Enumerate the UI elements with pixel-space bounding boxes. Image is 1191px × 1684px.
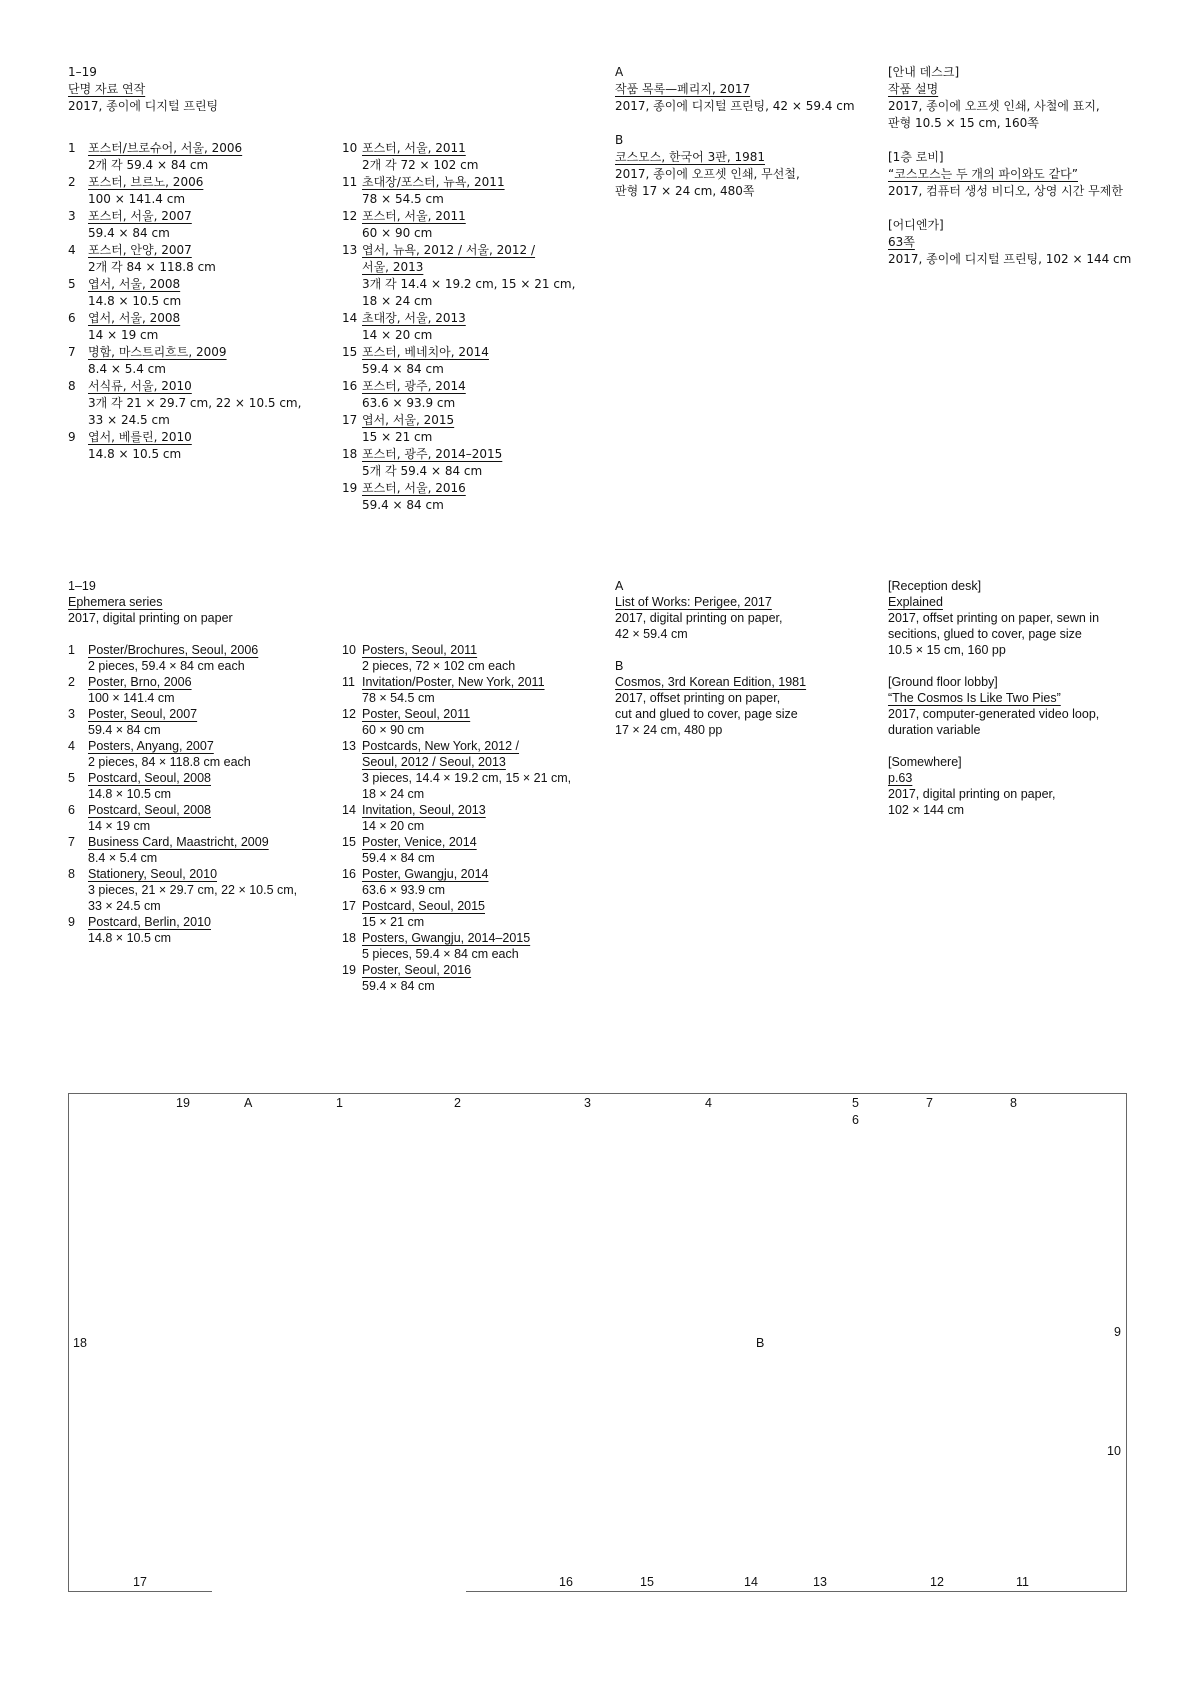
item-title: Postcard, Seoul, 2008 [88, 803, 211, 817]
ko-desk-title: 작품 설명 [888, 82, 939, 96]
item-desc: 14 × 20 cm [362, 819, 425, 833]
list-item [342, 208, 612, 242]
en-desk-desc: secitions, glued to cover, page size [888, 627, 1082, 641]
item-desc: 78 × 54.5 cm [362, 691, 435, 705]
en-work-b-desc: cut and glued to cover, page size [615, 707, 798, 721]
item-desc: 15 × 21 cm [362, 430, 433, 444]
en-work-b-label: B [615, 659, 624, 673]
floor-plan-bottom-wall-left [68, 1591, 212, 1592]
item-number: 10 [342, 141, 358, 155]
item-desc: 3 pieces, 21 × 29.7 cm, 22 × 10.5 cm, [88, 883, 298, 897]
item-title: Posters, Anyang, 2007 [88, 739, 214, 753]
list-item [342, 706, 612, 738]
ko-desk-desc: 2017, 종이에 오프셋 인쇄, 사철에 표지, [888, 99, 1100, 113]
ko-work-b-desc: 판형 17 × 24 cm, 480쪽 [615, 184, 755, 198]
item-title: Poster, Venice, 2014 [362, 835, 477, 849]
item-title: 포스터, 베네치아, 2014 [362, 345, 489, 359]
ko-work-a-label: A [615, 65, 624, 79]
item-desc: 18 × 24 cm [362, 294, 433, 308]
item-desc: 14 × 20 cm [362, 328, 433, 342]
item-number: 7 [68, 835, 75, 849]
en-somewhere-desc: 102 × 144 cm [888, 803, 965, 817]
item-number: 13 [342, 243, 358, 257]
item-number: 11 [342, 175, 358, 189]
item-desc: 8.4 × 5.4 cm [88, 362, 166, 376]
item-number: 17 [342, 413, 358, 427]
item-title: Poster, Gwangju, 2014 [362, 867, 489, 881]
item-title: Postcard, Berlin, 2010 [88, 915, 211, 929]
en-desk-title: Explained [888, 595, 943, 609]
item-title: 포스터, 브르노, 2006 [88, 175, 204, 189]
en-somewhere-desc: 2017, digital printing on paper, [888, 787, 1056, 801]
list-item [68, 770, 358, 802]
item-number: 10 [342, 643, 356, 657]
item-title: 엽서, 서울, 2008 [88, 277, 181, 291]
list-item [342, 930, 612, 962]
floor-plan-bottom-wall-right [466, 1591, 1127, 1592]
item-number: 14 [342, 311, 358, 325]
ko-lobby-title: “코스모스는 두 개의 파이와도 같다” [888, 167, 1078, 181]
item-number: 18 [342, 931, 356, 945]
en-series-header [68, 578, 233, 626]
item-title: Poster, Brno, 2006 [88, 675, 192, 689]
en-list-left [68, 642, 358, 946]
item-number: 2 [68, 675, 75, 689]
item-desc: 2개 각 84 × 118.8 cm [88, 260, 216, 274]
item-number: 4 [68, 243, 76, 257]
list-item [342, 738, 612, 802]
list-item [342, 140, 612, 174]
item-title: Poster/Brochures, Seoul, 2006 [88, 643, 259, 657]
item-desc: 59.4 × 84 cm [362, 979, 435, 993]
item-number: 19 [342, 963, 356, 977]
item-title: Seoul, 2012 / Seoul, 2013 [362, 755, 506, 769]
list-item [342, 378, 612, 412]
item-title: 명함, 마스트리흐트, 2009 [88, 345, 227, 359]
item-desc: 3개 각 14.4 × 19.2 cm, 15 × 21 cm, [362, 277, 576, 291]
item-title: 초대장/포스터, 뉴욕, 2011 [362, 175, 505, 189]
ko-list-right [342, 140, 612, 514]
ko-series-range: 1–19 [68, 65, 97, 79]
list-item [342, 674, 612, 706]
list-item [68, 344, 368, 378]
item-number: 3 [68, 707, 75, 721]
list-item [342, 642, 612, 674]
item-title: Business Card, Maastricht, 2009 [88, 835, 269, 849]
item-number: 8 [68, 867, 75, 881]
item-number: 13 [342, 739, 356, 753]
en-works [615, 578, 806, 738]
list-item [68, 738, 358, 770]
item-desc: 2 pieces, 84 × 118.8 cm each [88, 755, 251, 769]
item-number: 1 [68, 141, 76, 155]
item-title: 서울, 2013 [362, 260, 424, 274]
en-desk-desc: 10.5 × 15 cm, 160 pp [888, 643, 1006, 657]
ko-somewhere-title: 63쪽 [888, 235, 915, 249]
item-title: Posters, Seoul, 2011 [362, 643, 478, 657]
plan-label-2: 2 [454, 1096, 461, 1110]
item-desc: 2개 각 72 × 102 cm [362, 158, 479, 172]
en-desk-label: [Reception desk] [888, 579, 982, 593]
ko-work-a-title: 작품 목록—페리지, 2017 [615, 82, 751, 96]
plan-label-b: B [756, 1336, 765, 1350]
item-title: 서식류, 서울, 2010 [88, 379, 192, 393]
list-item [68, 276, 368, 310]
floor-plan [68, 1093, 1127, 1591]
item-desc: 63.6 × 93.9 cm [362, 883, 446, 897]
item-title: 포스터, 서울, 2011 [362, 141, 466, 155]
en-lobby-desc: 2017, computer-generated video loop, [888, 707, 1100, 721]
item-desc: 8.4 × 5.4 cm [88, 851, 158, 865]
item-title: Poster, Seoul, 2011 [362, 707, 471, 721]
list-item [342, 242, 612, 310]
item-number: 15 [342, 345, 358, 359]
ko-somewhere-desc: 2017, 종이에 디지털 프린팅, 102 × 144 cm [888, 252, 1132, 266]
plan-label-1: 1 [336, 1096, 343, 1110]
item-number: 6 [68, 803, 75, 817]
item-desc: 59.4 × 84 cm [88, 226, 170, 240]
en-somewhere-label: [Somewhere] [888, 755, 962, 769]
en-lobby-title: “The Cosmos Is Like Two Pies” [888, 691, 1061, 705]
list-item [68, 208, 368, 242]
ko-work-b-label: B [615, 133, 624, 147]
plan-label-4: 4 [705, 1096, 712, 1110]
item-desc: 33 × 24.5 cm [88, 899, 161, 913]
item-number: 14 [342, 803, 356, 817]
item-number: 16 [342, 379, 358, 393]
item-number: 11 [342, 675, 355, 689]
item-title: 엽서, 베를린, 2010 [88, 430, 192, 444]
plan-label-12: 12 [930, 1575, 944, 1589]
item-title: Poster, Seoul, 2016 [362, 963, 472, 977]
plan-label-13: 13 [813, 1575, 827, 1589]
item-number: 5 [68, 277, 76, 291]
item-desc: 3 pieces, 14.4 × 19.2 cm, 15 × 21 cm, [362, 771, 572, 785]
item-title: 엽서, 서울, 2008 [88, 311, 181, 325]
ko-list-left [68, 140, 368, 463]
item-title: 포스터, 광주, 2014 [362, 379, 466, 393]
en-work-b-desc: 17 × 24 cm, 480 pp [615, 723, 723, 737]
ko-lobby-desc: 2017, 컴퓨터 생성 비디오, 상영 시간 무제한 [888, 184, 1123, 198]
item-number: 9 [68, 915, 75, 929]
item-title: Postcards, New York, 2012 / [362, 739, 520, 753]
item-desc: 59.4 × 84 cm [362, 362, 444, 376]
list-item [68, 642, 358, 674]
plan-label-19: 19 [176, 1096, 190, 1110]
item-title: 포스터, 안양, 2007 [88, 243, 192, 257]
ko-desk-label: [안내 데스크] [888, 65, 960, 79]
plan-label-16: 16 [559, 1575, 573, 1589]
plan-label-10: 10 [1107, 1444, 1121, 1458]
ko-works [615, 64, 855, 200]
item-desc: 14.8 × 10.5 cm [88, 447, 182, 461]
plan-label-3: 3 [584, 1096, 591, 1110]
plan-label-11: 11 [1016, 1575, 1029, 1589]
item-number: 12 [342, 209, 358, 223]
plan-label-8: 8 [1010, 1096, 1017, 1110]
item-title: Postcard, Seoul, 2008 [88, 771, 211, 785]
item-number: 4 [68, 739, 75, 753]
plan-label-9: 9 [1114, 1325, 1121, 1339]
item-title: 포스터/브로슈어, 서울, 2006 [88, 141, 243, 155]
item-title: Invitation/Poster, New York, 2011 [362, 675, 545, 689]
plan-label-14: 14 [744, 1575, 758, 1589]
en-work-b-title: Cosmos, 3rd Korean Edition, 1981 [615, 675, 807, 689]
ko-series-title: 단명 자료 연작 [68, 82, 146, 96]
item-title: Stationery, Seoul, 2010 [88, 867, 218, 881]
item-title: Posters, Gwangju, 2014–2015 [362, 931, 531, 945]
en-list-right [342, 642, 612, 994]
list-item [342, 310, 612, 344]
list-item [342, 344, 612, 378]
item-number: 8 [68, 379, 76, 393]
list-item [68, 174, 368, 208]
item-desc: 60 × 90 cm [362, 723, 425, 737]
item-desc: 15 × 21 cm [362, 915, 425, 929]
list-item [68, 140, 368, 174]
item-title: Invitation, Seoul, 2013 [362, 803, 486, 817]
ko-lobby-label: [1층 로비] [888, 150, 944, 164]
en-somewhere-title: p.63 [888, 771, 913, 785]
item-number: 2 [68, 175, 76, 189]
ko-extra [888, 64, 1131, 268]
ko-work-a-desc: 2017, 종이에 디지털 프린팅, 42 × 59.4 cm [615, 99, 855, 113]
item-title: 포스터, 서울, 2016 [362, 481, 466, 495]
list-item [68, 429, 368, 463]
en-work-b-desc: 2017, offset printing on paper, [615, 691, 781, 705]
item-desc: 33 × 24.5 cm [88, 413, 170, 427]
item-number: 5 [68, 771, 75, 785]
en-work-a-title: List of Works: Perigee, 2017 [615, 595, 772, 609]
item-number: 6 [68, 311, 76, 325]
item-title: 포스터, 서울, 2011 [362, 209, 466, 223]
plan-label-7: 7 [926, 1096, 933, 1110]
item-desc: 63.6 × 93.9 cm [362, 396, 456, 410]
list-item [342, 834, 612, 866]
item-title: 초대장, 서울, 2013 [362, 311, 466, 325]
en-work-a-desc: 2017, digital printing on paper, [615, 611, 783, 625]
item-title: 포스터, 광주, 2014–2015 [362, 447, 503, 461]
item-title: Postcard, Seoul, 2015 [362, 899, 485, 913]
item-number: 18 [342, 447, 358, 461]
plan-label-a: A [244, 1096, 253, 1110]
en-series-title: Ephemera series [68, 595, 163, 609]
item-number: 19 [342, 481, 358, 495]
list-item [342, 480, 612, 514]
list-item [68, 242, 368, 276]
item-number: 17 [342, 899, 356, 913]
list-item [68, 706, 358, 738]
item-desc: 5개 각 59.4 × 84 cm [362, 464, 483, 478]
list-item [68, 866, 358, 914]
list-item [342, 866, 612, 898]
ko-series-desc: 2017, 종이에 디지털 프린팅 [68, 99, 219, 113]
list-item [68, 378, 368, 429]
item-desc: 59.4 × 84 cm [362, 498, 444, 512]
en-extra [888, 578, 1099, 818]
en-work-a-label: A [615, 579, 624, 593]
item-title: 엽서, 서울, 2015 [362, 413, 455, 427]
item-number: 12 [342, 707, 356, 721]
list-item [342, 412, 612, 446]
ko-desk-desc: 판형 10.5 × 15 cm, 160쪽 [888, 116, 1039, 130]
list-item [68, 674, 358, 706]
plan-label-18: 18 [73, 1336, 87, 1350]
plan-label-17: 17 [133, 1575, 147, 1589]
item-desc: 100 × 141.4 cm [88, 691, 175, 705]
item-number: 16 [342, 867, 356, 881]
ko-series-header [68, 64, 218, 115]
plan-label-6: 6 [852, 1113, 859, 1127]
list-item [68, 802, 358, 834]
list-item [68, 914, 358, 946]
en-series-range: 1–19 [68, 579, 96, 593]
item-desc: 14.8 × 10.5 cm [88, 294, 182, 308]
item-title: 포스터, 서울, 2007 [88, 209, 192, 223]
item-number: 3 [68, 209, 76, 223]
list-item [342, 898, 612, 930]
item-desc: 14 × 19 cm [88, 819, 151, 833]
item-title: 엽서, 뉴욕, 2012 / 서울, 2012 / [362, 243, 536, 257]
list-item [68, 834, 358, 866]
list-item [342, 446, 612, 480]
item-desc: 18 × 24 cm [362, 787, 425, 801]
item-desc: 5 pieces, 59.4 × 84 cm each [362, 947, 519, 961]
ko-work-b-desc: 2017, 종이에 오프셋 인쇄, 무선철, [615, 167, 800, 181]
en-lobby-label: [Ground floor lobby] [888, 675, 998, 689]
item-desc: 59.4 × 84 cm [362, 851, 435, 865]
ko-somewhere-label: [어디엔가] [888, 218, 944, 232]
item-title: Poster, Seoul, 2007 [88, 707, 198, 721]
item-desc: 2개 각 59.4 × 84 cm [88, 158, 209, 172]
en-work-a-desc: 42 × 59.4 cm [615, 627, 688, 641]
item-desc: 2 pieces, 59.4 × 84 cm each [88, 659, 245, 673]
item-desc: 3개 각 21 × 29.7 cm, 22 × 10.5 cm, [88, 396, 302, 410]
en-desk-desc: 2017, offset printing on paper, sewn in [888, 611, 1100, 625]
item-number: 1 [68, 643, 75, 657]
item-desc: 14.8 × 10.5 cm [88, 787, 172, 801]
en-lobby-desc: duration variable [888, 723, 981, 737]
list-item [342, 962, 612, 994]
item-desc: 2 pieces, 72 × 102 cm each [362, 659, 516, 673]
item-desc: 14 × 19 cm [88, 328, 159, 342]
plan-label-5: 5 [852, 1096, 859, 1110]
en-series-desc: 2017, digital printing on paper [68, 611, 233, 625]
list-item [68, 310, 368, 344]
list-item [342, 802, 612, 834]
ko-work-b-title: 코스모스, 한국어 3판, 1981 [615, 150, 765, 164]
item-desc: 78 × 54.5 cm [362, 192, 444, 206]
plan-label-15: 15 [640, 1575, 654, 1589]
item-desc: 59.4 × 84 cm [88, 723, 161, 737]
item-number: 7 [68, 345, 76, 359]
item-desc: 14.8 × 10.5 cm [88, 931, 172, 945]
list-item [342, 174, 612, 208]
item-number: 15 [342, 835, 356, 849]
item-desc: 100 × 141.4 cm [88, 192, 186, 206]
item-desc: 60 × 90 cm [362, 226, 433, 240]
item-number: 9 [68, 430, 76, 444]
